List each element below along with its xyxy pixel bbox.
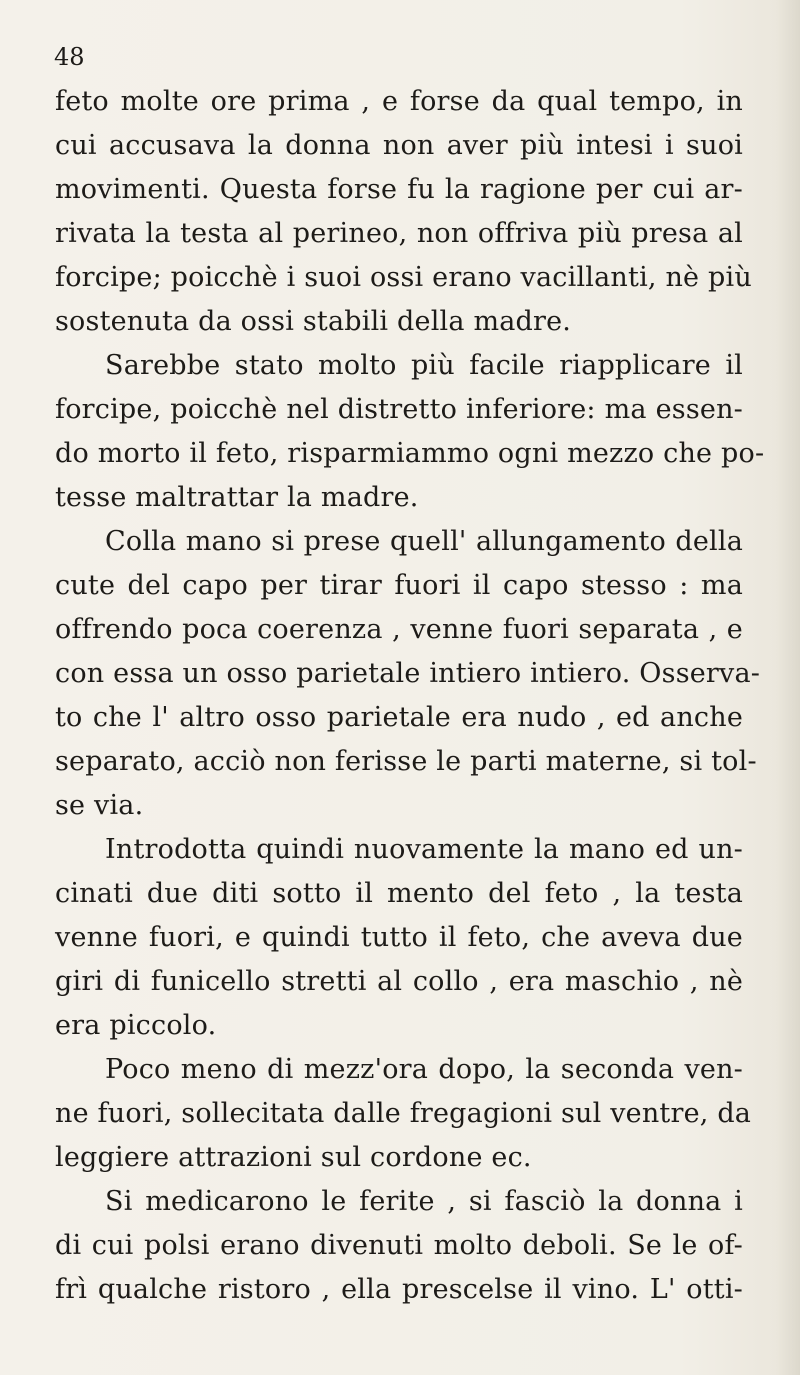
- text-line: sostenuta da ossi stabili della madre.: [55, 306, 572, 337]
- text-line: frì qualche ristoro , ella prescelse il vino. L' otti-: [55, 1274, 743, 1305]
- text-line: con essa un osso parietale intiero intiero. Osserva-: [55, 658, 761, 689]
- text-line: tesse maltrattar la madre.: [55, 482, 419, 513]
- page-number: 48: [54, 43, 85, 71]
- text-line: Introdotta quindi nuovamente la mano ed un-: [105, 834, 743, 865]
- text-line: se via.: [55, 790, 144, 821]
- text-line: cui accusava la donna non aver più intesi i suoi: [55, 130, 743, 161]
- text-line: do morto il feto, risparmiammo ogni mezzo che po-: [55, 438, 765, 469]
- text-line: cute del capo per tirar fuori il capo stesso : ma: [55, 570, 743, 601]
- text-line: Colla mano si prese quell' allungamento della: [105, 526, 743, 557]
- text-line: giri di funicello stretti al collo , era maschio , nè: [55, 966, 743, 997]
- text-line: leggiere attrazioni sul cordone ec.: [55, 1142, 532, 1173]
- text-line: Sarebbe stato molto più facile riapplicare il: [105, 350, 743, 381]
- text-line: rivata la testa al perineo, non offriva più presa al: [55, 218, 743, 249]
- text-line: separato, acciò non ferisse le parti materne, si tol-: [55, 746, 757, 777]
- text-line: forcipe, poicchè nel distretto inferiore: ma essen-: [55, 394, 743, 425]
- text-line: Poco meno di mezz'ora dopo, la seconda ven-: [105, 1054, 743, 1085]
- text-line: di cui polsi erano divenuti molto deboli. Se le of-: [55, 1230, 743, 1261]
- text-line: cinati due diti sotto il mento del feto , la testa: [55, 878, 743, 909]
- text-line: era piccolo.: [55, 1010, 217, 1041]
- text-line: movimenti. Questa forse fu la ragione per cui ar-: [55, 174, 743, 205]
- text-line: forcipe; poicchè i suoi ossi erano vacillanti, nè più: [55, 262, 752, 293]
- text-line: venne fuori, e quindi tutto il feto, che aveva due: [55, 922, 743, 953]
- text-line: to che l' altro osso parietale era nudo , ed anche: [55, 702, 743, 733]
- text-line: Si medicarono le ferite , si fasciò la donna i: [105, 1186, 743, 1217]
- text-line: feto molte ore prima , e forse da qual tempo, in: [55, 86, 743, 117]
- text-line: ne fuori, sollecitata dalle fregagioni sul ventre, da: [55, 1098, 752, 1129]
- text-line: offrendo poca coerenza , venne fuori separata , e: [55, 614, 743, 645]
